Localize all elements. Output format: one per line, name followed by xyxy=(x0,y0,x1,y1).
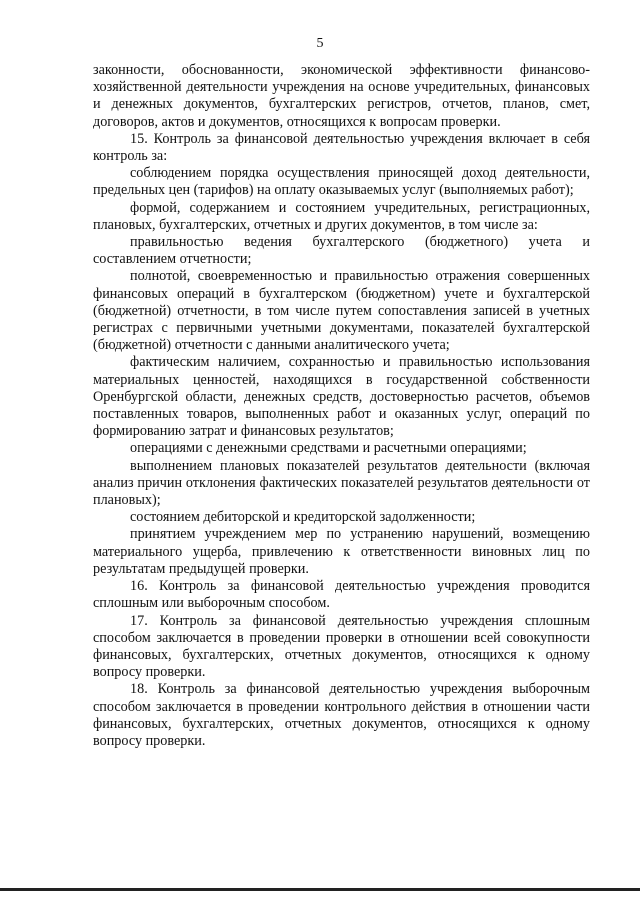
paragraph-item-18: 18. Контроль за финансовой деятельностью учреждения выборочным способом заключается в проведении контрольного действия в отношении части финансовых, бухгалтерских, отчетных документов, относящихся к одному вопросу проверки. xyxy=(93,681,590,749)
paragraph-continuation: законности, обоснованности, экономической эффективности финансово-хозяйственной деятельности учреждения на основе учредительных, финансовых и денежных документов, бухгалтерских регистров, отчетов, планов, смет, договоров, актов и документов, относящихся к вопросам проверки. xyxy=(93,62,590,130)
paragraph-subitem: выполнением плановых показателей результатов деятельности (включая анализ причин отклонения фактических показателей результатов деятельности от плановых); xyxy=(93,457,590,509)
paragraph-item-15: 15. Контроль за финансовой деятельностью учреждения включает в себя контроль за: xyxy=(93,130,590,165)
paragraph-subitem: принятием учреждением мер по устранению нарушений, возмещению материального ущерба, привлечению к ответственности виновных лиц по результатам предыдущей проверки. xyxy=(93,526,590,577)
paragraph-item-16: 16. Контроль за финансовой деятельностью учреждения проводится сплошным или выборочным способом. xyxy=(93,578,590,612)
paragraph-subitem: полнотой, своевременностью и правильностью отражения совершенных финансовых операций в бухгалтерском (бюджетном) учете и бухгалтерской (бюджетной) отчетности, в том числе путем сопоставления записей в учетных регистрах с первичными учетными документами, показателей бухгалтерской (бюджетной) отчетности с данными аналитического учета; xyxy=(93,268,590,354)
paragraph-item-17: 17. Контроль за финансовой деятельностью учреждения сплошным способом заключается в проведении проверки в отношении всей совокупности финансовых, бухгалтерских, отчетных документов, относящихся к одному вопросу проверки. xyxy=(93,612,590,681)
page-number: 5 xyxy=(316,36,324,51)
paragraph-subitem: формой, содержанием и состоянием учредительных, регистрационных, плановых, бухгалтерских, отчетных и других документов, в том числе за: xyxy=(93,199,590,233)
paragraph-subitem: состоянием дебиторской и кредиторской задолженности; xyxy=(130,509,476,526)
bottom-rule xyxy=(0,888,640,891)
paragraph-subitem: фактическим наличием, сохранностью и правильностью использования материальных ценностей, находящихся в государственной собственности Оренбургской области, денежных средств, достоверностью расчетов, объемов поставленных товаров, выполненных работ и оказанных услуг, операций по формированию затрат и финансовых результатов; xyxy=(93,354,590,440)
paragraph-subitem: правильностью ведения бухгалтерского (бюджетного) учета и составлением отчетности; xyxy=(93,234,590,268)
document-body xyxy=(93,62,590,750)
paragraph-subitem: операциями с денежными средствами и расчетными операциями; xyxy=(130,440,527,457)
paragraph-subitem: соблюдением порядка осуществления приносящей доход деятельности, предельных цен (тарифов) на оплату оказываемых услуг (выполняемых работ); xyxy=(93,165,590,199)
